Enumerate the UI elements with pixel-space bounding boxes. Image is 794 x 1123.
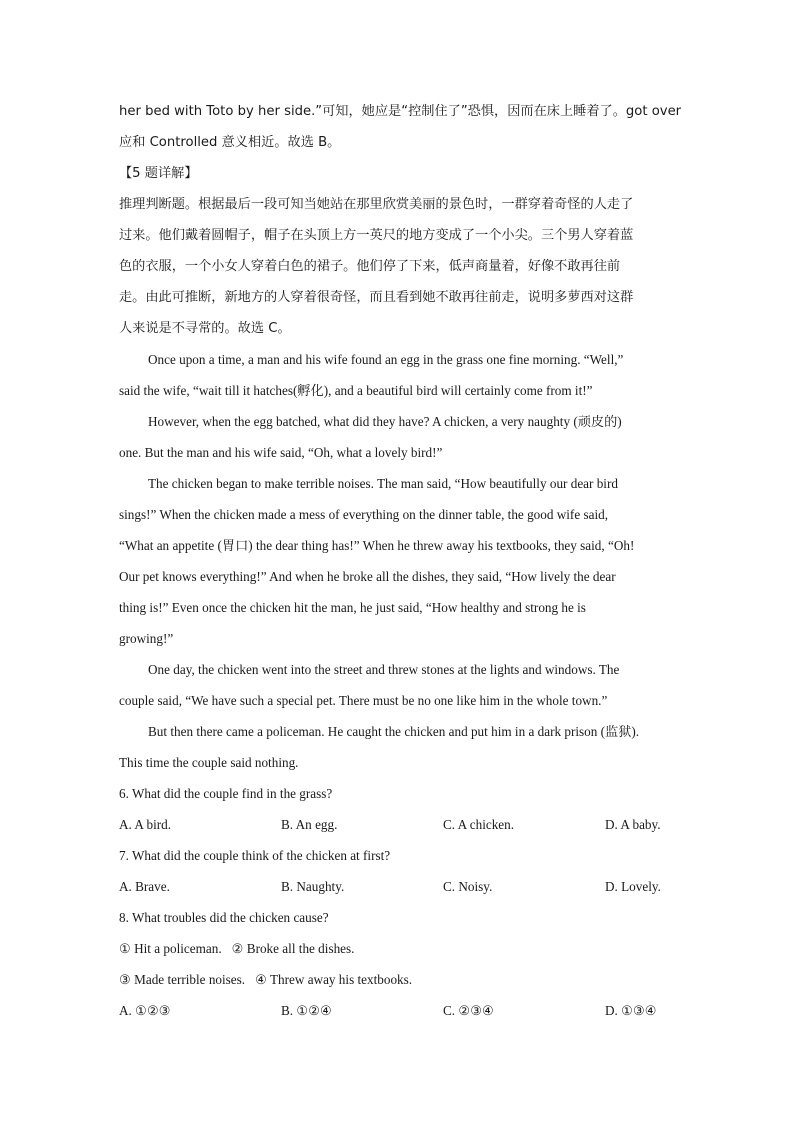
explanation-line: 应和 Controlled 意义相近。故选 B。 [119, 135, 341, 150]
passage-line: However, when the egg batched, what did they have? A chicken, a very naughty (顽皮的) [148, 414, 622, 429]
option-c[interactable]: C. Noisy. [443, 879, 493, 894]
item-4: ④ Threw away his textbooks. [255, 972, 413, 987]
item-1: ① Hit a policeman. [119, 941, 222, 956]
explanation-line: 人来说是不寻常的。故选 C。 [119, 321, 291, 336]
explanation-line: 推理判断题。根据最后一段可知当她站在那里欣赏美丽的景色时，一群穿着奇怪的人走了 [119, 197, 634, 212]
passage-line: said the wife, “wait till it hatches(孵化), and a beautiful bird will certainly come from it!” [119, 383, 593, 398]
explanation-line: her bed with Toto by her side.”可知，她应是“控制住了”恐惧，因而在床上睡着了。got over [119, 104, 682, 119]
passage-line: “What an appetite (胃口) the dear thing has!” When he threw away his textbooks, they said, “Oh! [119, 538, 635, 553]
passage-line: This time the couple said nothing. [119, 755, 299, 770]
passage-line: one. But the man and his wife said, “Oh, what a lovely bird!” [119, 445, 443, 460]
option-b[interactable]: B. Naughty. [281, 879, 345, 894]
passage-line: growing!” [119, 631, 174, 646]
question-items [119, 933, 679, 964]
option-a[interactable]: A. Brave. [119, 879, 170, 894]
item-3: ③ Made terrible noises. [119, 972, 246, 987]
passage-line: couple said, “We have such a special pet. There must be no one like him in the whole town.” [119, 693, 608, 708]
section-title: 【5 题详解】 [119, 166, 198, 181]
passage-line: The chicken began to make terrible noises. The man said, “How beautifully our dear bird [148, 476, 618, 491]
option-c[interactable]: C. ②③④ [443, 1003, 494, 1018]
passage-line: But then there came a policeman. He caught the chicken and put him in a dark prison (监狱). [148, 724, 640, 739]
option-d[interactable]: D. A baby. [605, 817, 661, 832]
answer-options [119, 995, 679, 1026]
question-items [119, 964, 679, 995]
passage-line: Our pet knows everything!” And when he broke all the dishes, they said, “How lively the dear [119, 569, 616, 584]
question-stem: 6. What did the couple find in the grass? [119, 786, 333, 801]
passage-line: sings!” When the chicken made a mess of everything on the dinner table, the good wife said, [119, 507, 609, 522]
option-c[interactable]: C. A chicken. [443, 817, 515, 832]
explanation-line: 走。由此可推断，新地方的人穿着很奇怪，而且看到她不敢再往前走，说明多萝西对这群 [119, 290, 634, 305]
question-stem: 8. What troubles did the chicken cause? [119, 910, 329, 925]
answer-options [119, 871, 679, 902]
explanation-line: 过来。他们戴着圆帽子，帽子在头顶上方一英尺的地方变成了一个小尖。三个男人穿着蓝 [119, 228, 634, 243]
option-b[interactable]: B. An egg. [281, 817, 338, 832]
explanation-line: 色的衣服，一个小女人穿着白色的裙子。他们停了下来，低声商量着，好像不敢再往前 [119, 259, 621, 274]
document-page [119, 96, 682, 1026]
item-2: ② Broke all the dishes. [231, 941, 355, 956]
passage-line: One day, the chicken went into the street and threw stones at the lights and windows. The [148, 662, 620, 677]
option-d[interactable]: D. Lovely. [605, 879, 661, 894]
passage-line: Once upon a time, a man and his wife found an egg in the grass one fine morning. “Well,” [148, 352, 624, 367]
option-b[interactable]: B. ①②④ [281, 1003, 332, 1018]
answer-options [119, 809, 679, 840]
option-a[interactable]: A. ①②③ [119, 1003, 171, 1018]
passage-line: thing is!” Even once the chicken hit the man, he just said, “How healthy and strong he is [119, 600, 586, 615]
question-stem: 7. What did the couple think of the chicken at first? [119, 848, 391, 863]
option-d[interactable]: D. ①③④ [605, 1003, 657, 1018]
option-a[interactable]: A. A bird. [119, 817, 172, 832]
